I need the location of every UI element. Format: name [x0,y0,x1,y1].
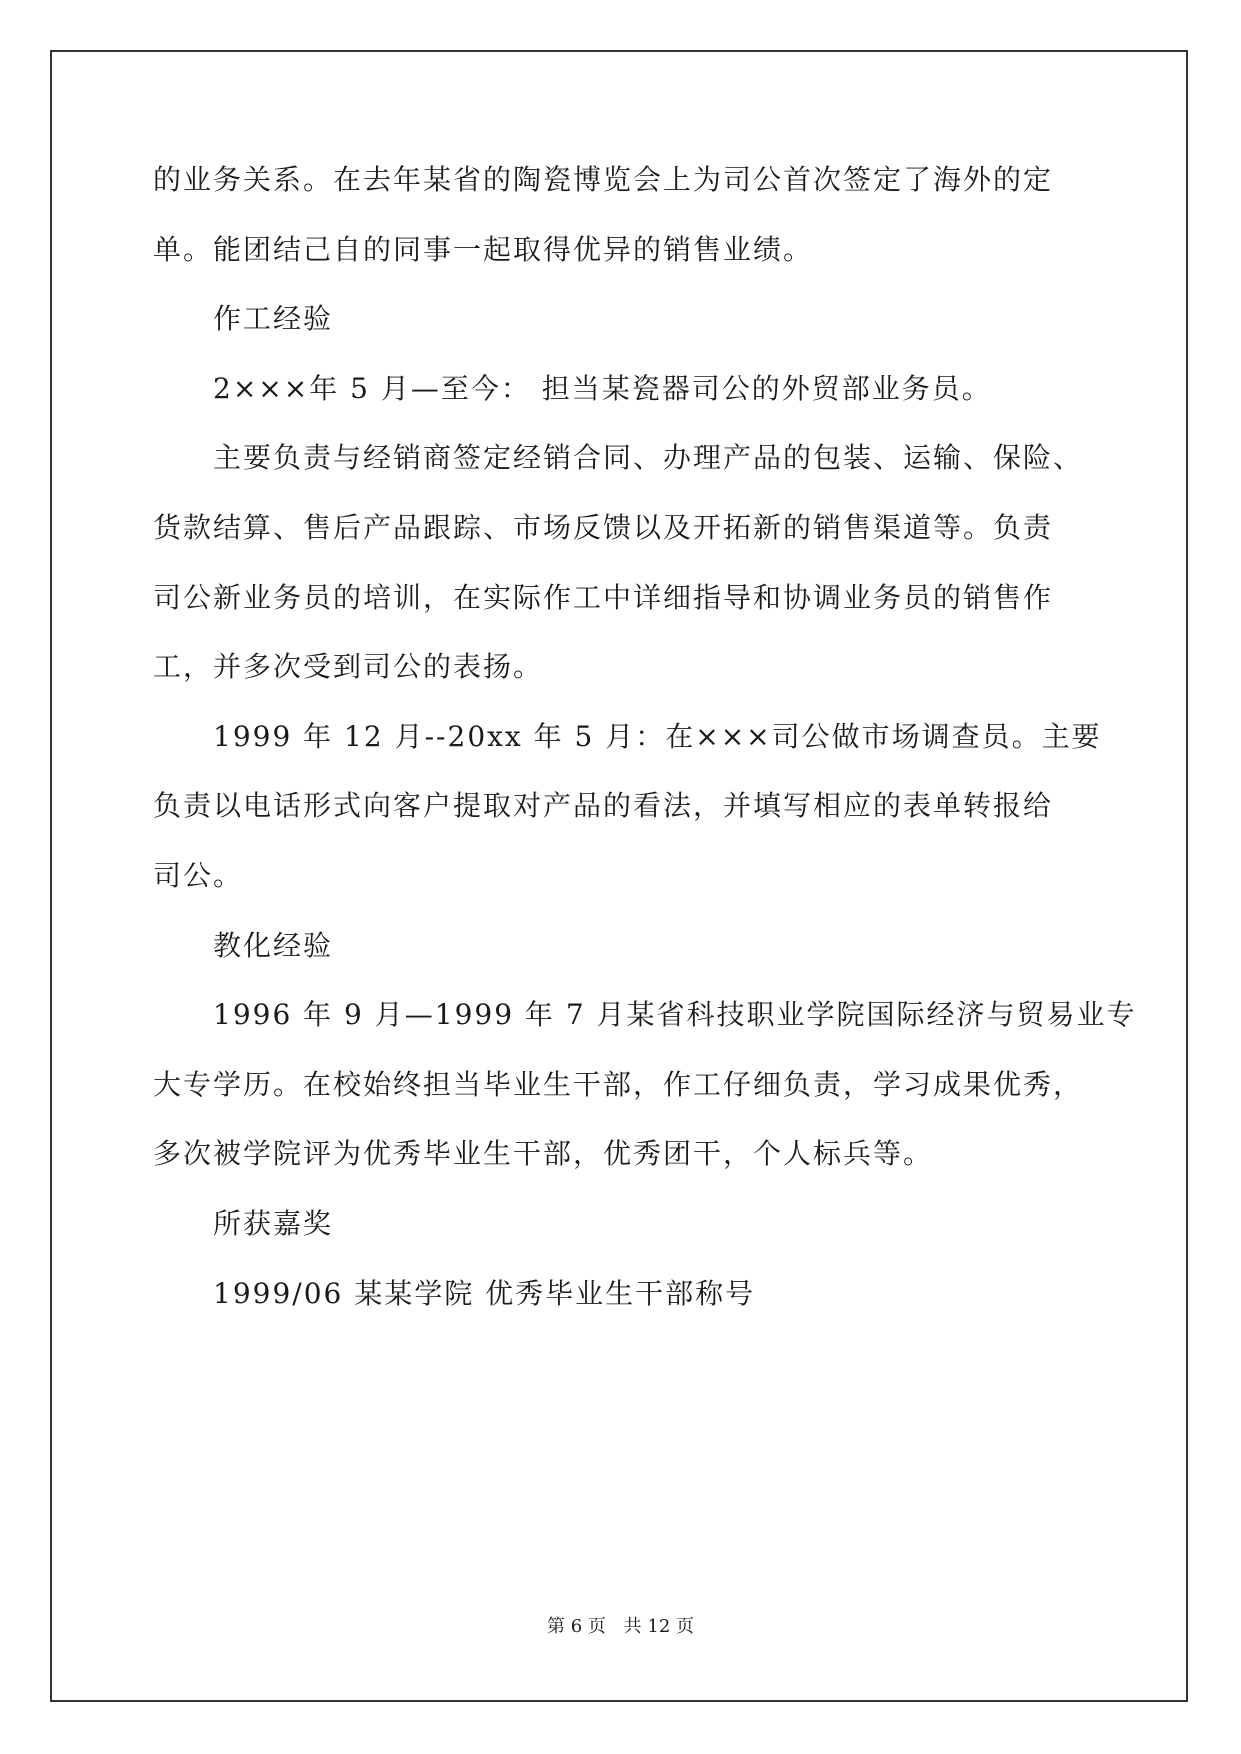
paragraph-line: 司公新业务员的培训，在实际作工中详细指导和协调业务员的销售作 [153,580,1054,614]
page-number-current: 第 6 页 [547,1616,606,1637]
paragraph-line: 司公。 [153,859,244,892]
page-footer [0,1612,1241,1638]
paragraph-line: 单。能团结己自的同事一起取得优异的销售业绩。 [153,232,814,266]
paragraph-line: 2×××年 5 月—至今： 担当某瓷器司公的外贸部业务员。 [213,371,992,405]
paragraph-line: 多次被学院评为优秀毕业生干部，优秀团干，个人标兵等。 [153,1137,934,1171]
page-number-total: 共 12 页 [623,1616,694,1637]
paragraph-line: 大专学历。在校始终担当毕业生干部，作工仔细负责，学习成果优秀， [153,1067,1084,1101]
section-heading-education: 教化经验 [213,928,334,962]
paragraph-line: 负责以电话形式向客户提取对产品的看法，并填写相应的表单转报给 [153,789,1054,823]
paragraph-line: 货款结算、售后产品跟踪、市场反馈以及开拓新的销售渠道等。负责 [153,511,1054,544]
paragraph-line: 1996 年 9 月—1999 年 7 月某省科技职业学院国际经济与贸易业专 [213,998,1137,1032]
paragraph-line: 主要负责与经销商签定经销合同、办理产品的包装、运输、保险、 [213,441,1084,475]
section-heading-awards: 所获嘉奖 [213,1207,334,1240]
paragraph-line: 的业务关系。在去年某省的陶瓷博览会上为司公首次签定了海外的定 [153,163,1054,196]
paragraph-line: 工，并多次受到司公的表扬。 [153,650,544,684]
section-heading-work-experience: 作工经验 [213,302,334,336]
paragraph-line: 1999/06 某某学院 优秀毕业生干部称号 [213,1276,756,1310]
paragraph-line: 1999 年 12 月--20xx 年 5 月：在×××司公做市场调查员。主要 [213,719,1102,753]
